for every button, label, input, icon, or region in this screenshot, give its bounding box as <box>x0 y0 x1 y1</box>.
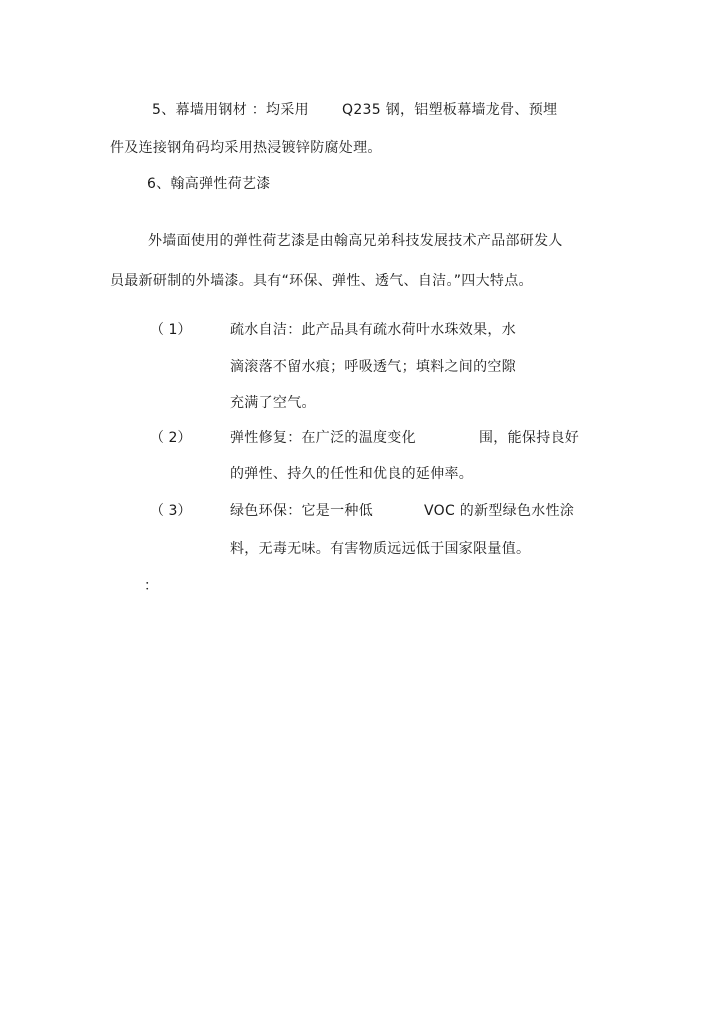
feature-2-line1b: 围，能保持良好 <box>479 430 580 446</box>
feature-3-line2: 料，无毒无味。有害物质远远低于国家限量值。 <box>230 541 531 557</box>
section6-para-line2: 员最新研制的外墙漆。具有“环保、弹性、透气、自洁。”四大特点。 <box>110 273 533 289</box>
section5-line2: 件及连接钢角码均采用热浸镀锌防腐处理。 <box>110 140 382 156</box>
section5-line1-part2: Q235 钢，铝塑板幕墙龙骨、预埋 <box>342 102 558 118</box>
trailing-mark: ： <box>144 578 159 594</box>
feature-2-number: （ 2） <box>150 430 192 446</box>
section5-line1-part1: 5、幕墙用钢材 ：均采用 <box>152 102 309 118</box>
feature-1-number: （ 1） <box>150 322 192 338</box>
feature-1-line1: 疏水自洁：此产品具有疏水荷叶水珠效果，水 <box>230 322 516 338</box>
feature-1-line3: 充满了空气。 <box>230 395 316 411</box>
feature-2-line1a: 弹性修复：在广泛的温度变化 <box>230 430 416 446</box>
feature-1-line2: 滴滚落不留水痕；呼吸透气；填料之间的空隙 <box>230 359 516 375</box>
feature-3-line1b: VOC 的新型绿色水性涂 <box>424 503 575 519</box>
feature-3-line1a: 绿色环保：它是一种低 <box>230 503 373 519</box>
section6-para-line1: 外墙面使用的弹性荷艺漆是由翰高兄弟科技发展技术产品部研发人 <box>148 233 563 249</box>
feature-2-line2: 的弹性、持久的任性和优良的延伸率。 <box>230 466 474 482</box>
section6-heading: 6、翰高弹性荷艺漆 <box>147 176 271 192</box>
feature-3-number: （ 3） <box>150 503 192 519</box>
